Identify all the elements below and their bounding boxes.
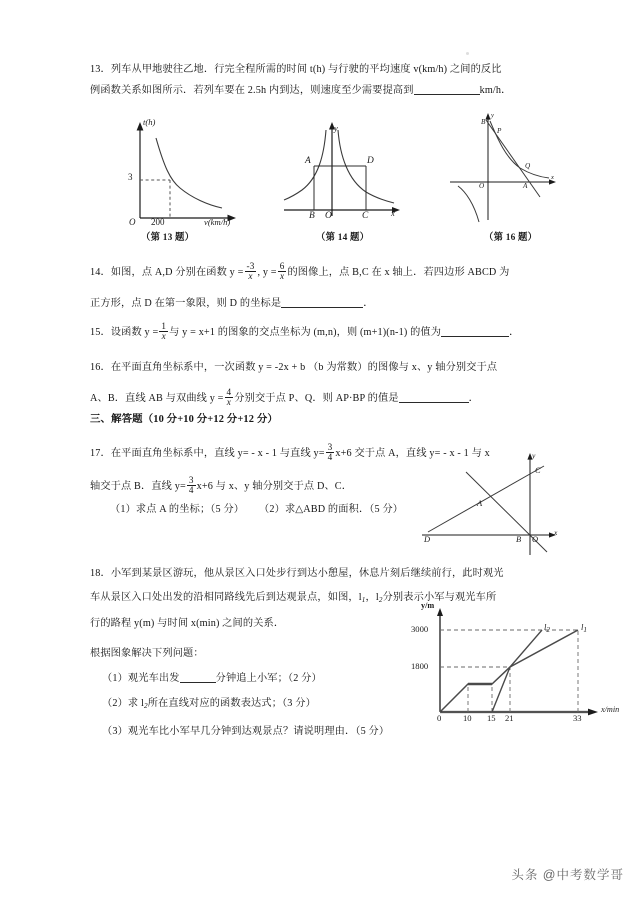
figure-13-y-tick: 3 xyxy=(128,172,133,182)
figure-16 xyxy=(448,112,563,224)
figure-16-point-a: A xyxy=(523,182,528,190)
figure-14-caption: （第 14 题） xyxy=(316,233,370,243)
figure-16-svg xyxy=(448,112,563,224)
q13-line-1: 13．列车从甲地驶往乙地．行完全程所需的时间 t(h) 与行驶的平均速度 v(km/h) 之间的反比 xyxy=(90,64,502,75)
figure-18-ytick-1800: 1800 xyxy=(411,661,429,671)
question-17-subquestions xyxy=(110,500,403,521)
figure-17-origin: O xyxy=(532,535,539,544)
figure-13-y-label: t(h) xyxy=(143,117,156,127)
q18-line-1: 18．小军到某景区游玩，他从景区入口处步行到达小憩屋，休息片刻后继续前行，此时观光 xyxy=(90,568,504,579)
q16-line-1: 16．在平面直角坐标系中，一次函数 y = -2x + b （b 为常数）的图像与 x、y 轴分别交于点 xyxy=(90,362,498,373)
question-15 xyxy=(90,322,560,343)
q13-line-2: 例函数关系如图所示．若列车要在 2.5h 内到达，则速度至少需要提高到 km/h． xyxy=(90,84,512,96)
question-18-subquestions xyxy=(90,641,420,744)
figure-18-x-label: x/min xyxy=(601,705,620,714)
q13-answer-blank[interactable] xyxy=(414,94,480,95)
figure-17-point-d: D xyxy=(424,535,431,544)
watermark: 头条 @中考数学哥 xyxy=(511,868,624,882)
figure-18-xtick-15: 15 xyxy=(487,713,496,723)
figure-16-origin: O xyxy=(479,182,485,190)
figure-14 xyxy=(278,116,408,226)
figure-14-origin: O xyxy=(325,211,332,221)
figure-14-svg xyxy=(278,116,408,226)
figure-18-chart xyxy=(411,600,623,730)
q18-line-3: 行的路程 y(m) 与时间 x(min) 之间的关系． xyxy=(90,618,285,630)
q14-line-1: 14．如图，点 A,D 分别在函数 y = $\frac{-3}{x}$ , y = $\frac{6}{x}$ 的图像上，点 B,C 在 x 轴上．若四边形 ABCD 为 xyxy=(90,261,510,282)
figure-17-point-c: C xyxy=(535,466,541,475)
q14-fraction-2: $\frac{6}{x}$ xyxy=(279,261,285,282)
figure-16-caption: （第 16 题） xyxy=(484,233,538,243)
q17-sub-1: （1）求点 A 的坐标；（5 分） xyxy=(110,504,245,515)
figure-13-origin: O xyxy=(129,217,136,227)
question-16 xyxy=(90,352,560,414)
figure-13-x-tick: 200 xyxy=(151,217,165,227)
q17-line-2: 轴交于点 B．直线 y= $\frac{3}{4}$ x+6 与 x、y 轴分别交于点 D、C． xyxy=(90,475,353,496)
q16-line-2: A、B．直线 AB 与双曲线 y = $\frac{4}{x}$ 分别交于点 P、Q．则 AP·BP 的值是 ． xyxy=(90,387,479,408)
figure-18-xtick-21: 21 xyxy=(505,713,514,723)
figure-16-point-p: P xyxy=(497,127,502,135)
figure-18-xtick-0: 0 xyxy=(437,713,442,723)
figure-18-y-label: y/m xyxy=(421,601,435,610)
question-13 xyxy=(90,60,560,101)
figure-17-y-label: y xyxy=(532,451,536,460)
q17-line-1: 17．在平面直角坐标系中，直线 y= - x - 1 与直线 y= $\frac{3}{4}$ x+6 交于点 A，直线 y= - x - 1 与 x xyxy=(90,442,490,463)
q15-line-1: 15．设函数 y = $\frac{1}{x}$ 与 y = x+1 的图象的交点坐标为 (m,n)，则 (m+1)(n-1) 的值为 ． xyxy=(90,321,520,342)
figure-14-point-c: C xyxy=(362,211,369,221)
section-heading: 三、解答题（10 分+10 分+12 分+12 分） xyxy=(90,414,278,425)
figure-18-ytick-3000: 3000 xyxy=(411,624,429,634)
figure-13-svg xyxy=(118,118,243,226)
figure-17-point-b: B xyxy=(516,535,522,544)
figure-14-point-a: A xyxy=(305,156,311,166)
figure-14-point-b: B xyxy=(309,211,315,221)
question-18 xyxy=(90,562,504,636)
q18-sub1-blank[interactable] xyxy=(180,682,216,683)
q18-sub-3: （3）观光车比小军早几分钟到达观景点？请说明理由．（5 分） xyxy=(102,726,390,738)
figure-14-point-d: D xyxy=(367,156,374,166)
figure-16-y-label: y xyxy=(491,112,494,119)
figure-18-svg xyxy=(418,600,623,730)
q16-answer-blank[interactable] xyxy=(399,402,469,403)
figure-14-y-label: y xyxy=(334,124,338,133)
q18-line-2: 车从景区入口处出发的沿相同路线先后到达观景点，如图，$l_1$，$l_2$分别表示小军与观光车所 xyxy=(90,592,497,605)
q18-sub-1: （1）观光车出发 分钟追上小军；（2 分） xyxy=(102,673,322,684)
figure-18-xtick-10: 10 xyxy=(463,713,472,723)
q14-answer-blank[interactable] xyxy=(281,307,363,308)
q16-fraction: $\frac{4}{x}$ xyxy=(226,387,232,408)
figure-16-x-label: x xyxy=(551,174,554,181)
figure-18-curve-label-l1: $l_1$ xyxy=(581,622,587,635)
q14-line-2: 正方形，点 D 在第一象限，则 D 的坐标是 ． xyxy=(90,298,374,309)
figure-17 xyxy=(408,452,558,557)
figure-16-point-q: Q xyxy=(525,162,531,170)
figure-13-caption: （第 13 题） xyxy=(141,233,195,243)
figure-18-curve-label-l2: $l_2$ xyxy=(544,622,550,635)
figure-16-point-b: B xyxy=(481,118,486,126)
q17-sub-2: （2）求△ABD 的面积．（5 分） xyxy=(264,504,404,515)
q17-fraction-1: $\frac{3}{4}$ xyxy=(327,442,333,463)
q17-fraction-2: $\frac{3}{4}$ xyxy=(188,475,194,496)
figure-17-x-label: x xyxy=(554,528,558,537)
q15-fraction: $\frac{1}{x}$ xyxy=(161,321,167,342)
figure-17-point-a: A xyxy=(477,499,483,508)
figure-13 xyxy=(118,118,243,226)
figure-13-x-label: v(km/h) xyxy=(204,217,231,227)
q14-fraction-1: $\frac{-3}{x}$ xyxy=(246,261,255,282)
q18-prompt: 根据图象解决下列问题： xyxy=(90,648,204,659)
scan-speck xyxy=(466,52,469,55)
question-14 xyxy=(90,257,560,319)
figure-14-x-label: x xyxy=(391,208,395,218)
q18-sub-2: （2）求 $l_2$所在直线对应的函数表达式；（3 分） xyxy=(102,698,316,711)
figure-18-xtick-33: 33 xyxy=(573,713,582,723)
q15-answer-blank[interactable] xyxy=(441,336,509,337)
